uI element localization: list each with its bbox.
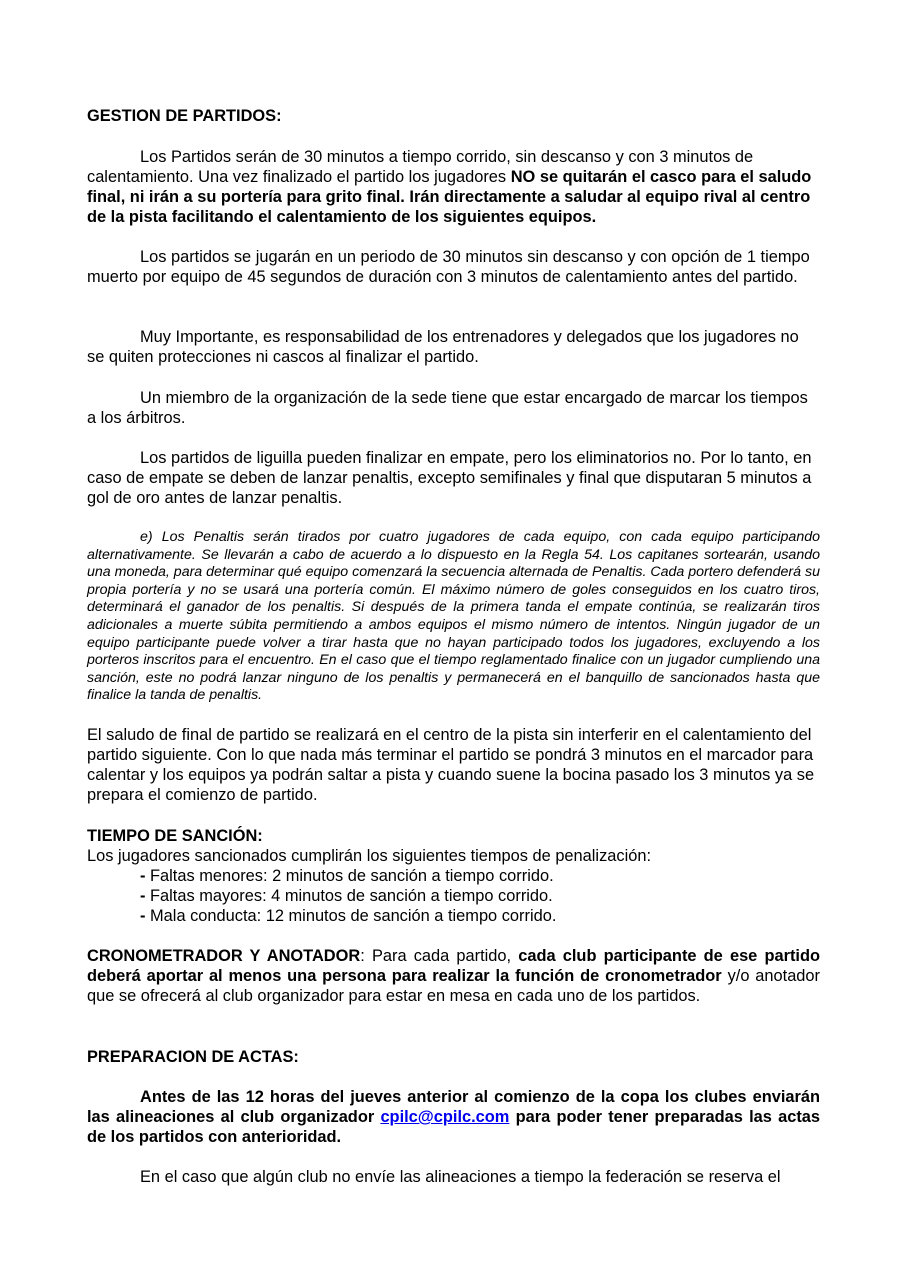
- paragraph-periodo: Los partidos se jugarán en un periodo de 30 minutos sin descanso y con opción de 1 tiempo muerto por equipo de 45 segundos de duración con 3 minutos de calentamiento antes del partido.: [87, 248, 810, 287]
- paragraph-alineaciones: En el caso que algún club no envíe las alineaciones a tiempo la federación se reserva el: [140, 1168, 781, 1186]
- list-item: - Faltas menores: 2 minutos de sanción a tiempo corrido.: [140, 867, 554, 885]
- tiempo-intro: Los jugadores sancionados cumplirán los siguientes tiempos de penalización:: [87, 847, 651, 865]
- heading-actas: PREPARACION DE ACTAS:: [87, 1048, 299, 1066]
- paragraph-liguilla: Los partidos de liguilla pueden finalizar en empate, pero los eliminatorios no. Por lo tanto, en caso de empate se deben de lanzar penaltis, excepto semifinales y final que disputaran 5 minutos a gol de oro antes de lanzar penaltis.: [87, 449, 812, 508]
- paragraph-cronometrador: CRONOMETRADOR Y ANOTADOR: Para cada partido, cada club participante de ese partido deberá aportar al menos una persona para realizar la función de cronometrador y/o anotador que se ofrecerá al club organizador para estar en mesa en cada uno de los partidos.: [87, 947, 820, 1006]
- heading-gestion: GESTION DE PARTIDOS:: [87, 107, 282, 125]
- list-item: - Faltas mayores: 4 minutos de sanción a tiempo corrido.: [140, 887, 553, 905]
- paragraph-penaltis: e) Los Penaltis serán tirados por cuatro jugadores de cada equipo, con cada equipo participando alternativamente. Se llevarán a cabo de acuerdo a lo dispuesto en la Regla 54. Los capitanes sortearán, usando una moneda, para determinar qué equipo comenzará la secuencia alternada de Penaltis. Cada portero defenderá su propia portería y no se usará una portería común. El máximo número de goles conseguidos en los cuatro tiros, determinará el ganador de los penaltis. Si después de la primera tanda el empate continúa, se realizarán tiros adicionales a muerte súbita permitiendo a ambos equipos el mismo número de intentos. Ningún jugador de un equipo participante puede volver a tirar hasta que no hayan participado todos los jugadores, excluyendo a los porteros inscritos para el encuentro. En el caso que el tiempo reglamentado finalice con un jugador cumpliendo una sanción, este no podrá lanzar ninguno de los penaltis y permanecerá en el banquillo de sancionados hasta que finalice la tanda de penaltis.: [87, 529, 820, 704]
- heading-tiempo-sancion: TIEMPO DE SANCIÓN:: [87, 827, 263, 845]
- list-item: - Mala conducta: 12 minutos de sanción a tiempo corrido.: [140, 907, 557, 925]
- paragraph-saludo: El saludo de final de partido se realizará en el centro de la pista sin interferir en el calentamiento del partido siguiente. Con lo que nada más terminar el partido se pondrá 3 minutos en el marcador para calentar y los equipos ya podrán saltar a pista y cuando suene la bocina pasado los 3 minutos ya se prepara el comienzo de partido.: [87, 726, 815, 805]
- email-link[interactable]: cpilc@cpilc.com: [380, 1108, 510, 1127]
- paragraph-organizacion: Un miembro de la organización de la sede tiene que estar encargado de marcar los tiempos a los árbitros.: [87, 389, 808, 428]
- paragraph-duracion: Los Partidos serán de 30 minutos a tiempo corrido, sin descanso y con 3 minutos de calentamiento. Una vez finalizado el partido los jugadores NO se quitarán el casco para el saludo final, ni irán a su portería para grito final. Irán directamente a saludar al equipo rival al centro de la pista facilitando el calentamiento de los siguientes equipos.: [87, 148, 812, 227]
- paragraph-actas: Antes de las 12 horas del jueves anterior al comienzo de la copa los clubes enviarán las alineaciones al club organizador cpilc@cpilc.com para poder tener preparadas las actas de los partidos con anterioridad.: [87, 1088, 821, 1147]
- paragraph-importante: Muy Importante, es responsabilidad de los entrenadores y delegados que los jugadores no se quiten protecciones ni cascos al finalizar el partido.: [87, 328, 799, 367]
